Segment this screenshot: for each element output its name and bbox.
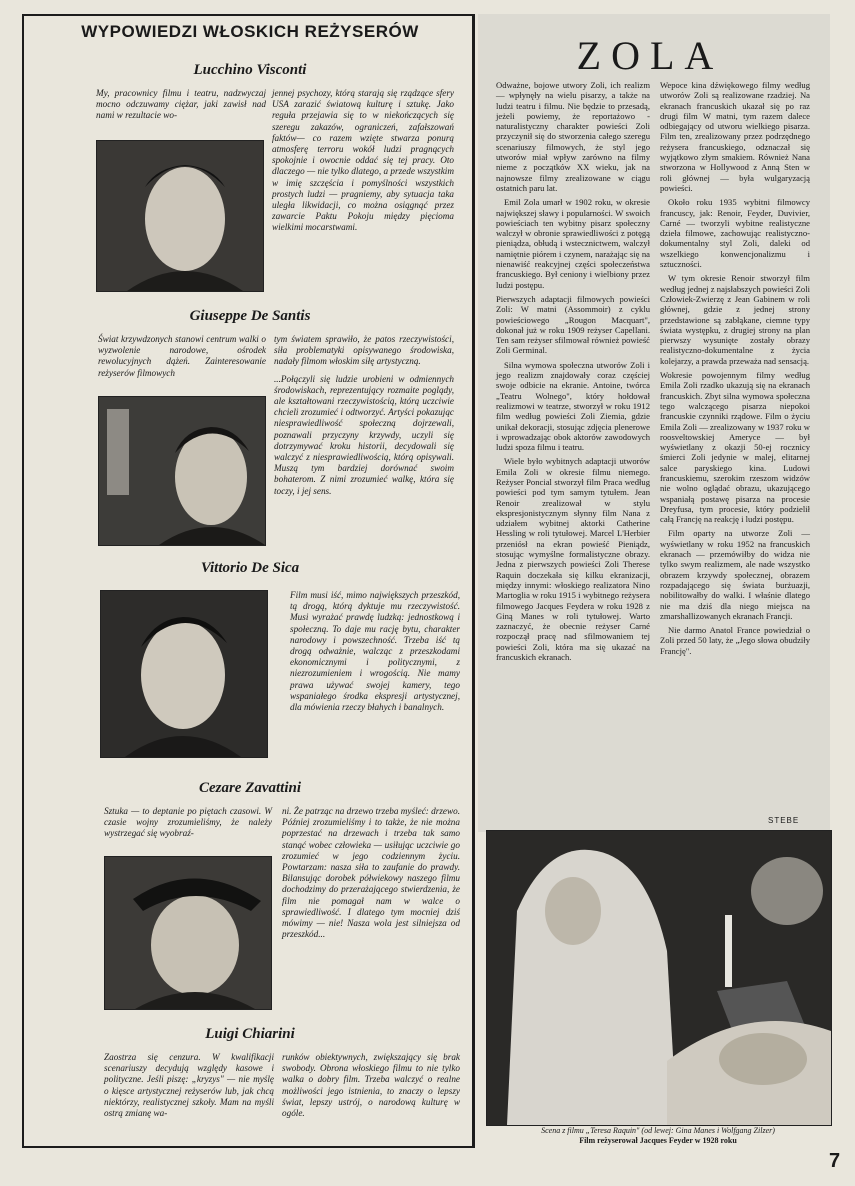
portrait-de-santis bbox=[98, 396, 266, 546]
portrait-de-sica-image bbox=[101, 591, 267, 757]
section-text-zavattini-col2: ni. Że patrząc na drzewo trzeba myśleć: drzewo. Później zrozumieliśmy i to także, że nie można poprzestać na drzewach i trzeba tak samo stanąć wobec człowieka — usiłując uczciwie go zrozumieć w jego codziennym życiu. Powtarzam: nasza siła to zaufanie do prawdy. Bilansując dorobek półwiekowy naszego filmu dochodzimy do przerażającego stwierdzenia, że film nie pomagał nam w walce o sprawiedliwość. I dlatego tym mocniej dziś mówimy — nie! Nasza wola jest silniejsza od przeszkód... bbox=[282, 806, 460, 940]
caption-line-1: Scena z filmu „Teresa Raquin" (od lewej: Gina Manes i Wolfgang Zilzer) bbox=[541, 1126, 775, 1135]
zola-col2-p4: Wokresie powojennym filmy według Emila Zoli rzadko ukazują się na ekranach francuskich. Zbyt silna wymowa społeczna tego walczącego pisarza niepokoi francuskie czynniki rządowe. Film o życiu Emila Zoli — zrealizowany w 1937 roku w roosveltowskiej Ameryce — był wyświetlany z okazji 50-ej rocznicy śmierci Zoli jedynie w malej, elitarnej salce paryskiego kina. Ludowi francuskiemu, szerokim rzeszom widzów nie wolno oglądać obrazu, ukazującego wspaniałą postawę pisarza na procesie Dreyfusa, tym procesie, który podzielił całą Francję na reakcję i ludzi postępu. bbox=[660, 370, 810, 525]
section-text-zavattini-col1: Sztuka — to deptanie po piętach czasowi. W czasie wojny zrozumieliśmy, że należy wystrzegać się wyobraź- bbox=[104, 806, 272, 839]
zola-col2-p2: Około roku 1935 wybitni filmowcy francuscy, jak: Renoir, Feyder, Duvivier, Carné — tworzyli wybitne realistyczne dzieła filmowe, zachowując realistyczno-dokumentalny styl Zoli, daleki od wszelkiego konwencjonalizmu i sztuczności. bbox=[660, 197, 810, 270]
portrait-zavattini bbox=[104, 856, 272, 1010]
film-still-caption bbox=[486, 1126, 830, 1146]
zola-col2-p3: W tym okresie Renoir stworzył film według jednej z najsłabszych powieści Zoli Człowiek-Zwierzę z Jean Gabinem w roli głównej, gdzie z jednej strony przedstawione są zabłąkane, ciemne typy świata występku, z drugiej strony na plan pierwszy wysunięte zostały obrazy realistyczno-dokumentalne z życia kolejarzy, a prawda przeważa nad sensacją. bbox=[660, 273, 810, 366]
section-text-de-sica: Film musi iść, mimo największych przeszkód, tą drogą, którą dyktuje mu rzeczywistość. Musi wyrażać prawdę ludzką: jednostkową i społeczną. To daje mu rację bytu, charakter narodowy i powszechność. Trzeba iść tą drogą odważnie, walcząc z przeszkodami ekonomicznymi i politycznymi, z niezrozumieniem i wrogością. Nie mamy prawa używać swojej kamery, tego wspaniałego środka ekspresji artystycznej, dla mówienia rzeczy błahych i banalnych. bbox=[290, 590, 460, 713]
section-text-de-santis-col2: tym światem sprawiło, że patos rzeczywistości, siła problematyki opisywanego środowiska, nadały filmom włoskim siłę artystyczną. ...Połączyli się ludzie urobieni w odmiennych środowiskach, reprezentujący rozmaite poglądy, ale kształtowani rzeczywistością, którą uczciwie chcieli zrozumieć i odtworzyć. Artyści pokazując niesprawiedliwość społeczną dojrzewali, poznawali przyczyny krzywdy, uczyli się dotrzymywać kroku historii, decydowali się walczyć z niesprawiedliwością, którą opisywali. Muszą tym bardziej dorównać swoim bohaterom. Z nimi zrozumieć walkę, która się toczy, i jej sens. bbox=[274, 334, 454, 496]
caption-line-2: Film reżyserował Jacques Feyder w 1928 roku bbox=[579, 1136, 737, 1145]
section-text-visconti-col1: My, pracownicy filmu i teatru, nadzwyczaj mocno odczuwamy ciężar, jaki zawisł nad nami w rezultacie wo- bbox=[96, 88, 266, 121]
section-heading-de-sica: Vittorio De Sica bbox=[200, 560, 300, 576]
zola-col2-p6: Nie darmo Anatol France powiedział o Zoli przed 50 laty, że „Jego słowa obudziły Francję". bbox=[660, 625, 810, 656]
section-heading-zavattini: Cezare Zavattini bbox=[198, 780, 302, 796]
zola-signature: STEBE bbox=[768, 816, 800, 825]
section-heading-visconti: Lucchino Visconti bbox=[193, 62, 307, 78]
zola-title: ZOLA bbox=[576, 33, 724, 78]
page-number: 7 bbox=[829, 1150, 841, 1172]
film-still-image bbox=[487, 831, 831, 1125]
portrait-visconti-image bbox=[97, 141, 263, 291]
section-text-de-santis-col1: Świat krzywdzonych stanowi centrum walki o wyzwolenie narodowe, ośrodek rewolucyjnych dążeń. Zainteresowanie reżyserów filmowych bbox=[98, 334, 266, 378]
section-heading-chiarini: Luigi Chiarini bbox=[205, 1026, 295, 1042]
zola-col1-p3: Pierwszych adaptacji filmowych powieści Zoli: W matni (Assommoir) z cyklu powieściowego „Rougon Macquart", dokonał już w roku 1909 reżyser Capellani. Ten sam reżyser sfilmował również powieść Zoli Germinal. bbox=[496, 293, 650, 356]
portrait-de-santis-image bbox=[99, 397, 265, 545]
zola-col1-p5: Wiele było wybitnych adaptacji utworów Emila Zoli w okresie filmu niemego. Reżyser Poncial stworzył film Praca według powieści pod tym samym tytułem. Jean Renoir zrealizował w stylu ekspresjonistycznym słynny film Nana z udziałem wybitnej aktorki Catherine Hessling w roli tytułowej. Marcel L'Herbier przeniósł na ekran powieść Pieniądz, stosując wymyślne formalistyczne obrazy. Jedna z pierwszych powieści Zoli Therese Raquin doczekała się kilku ekranizacji, między innymi: włoskiego realizatora Nino Martoglia w roku 1915 i wybitnego reżysera filmowego Jacques Feydera w roku 1928 z Giną Manes w roli tytułowej. Warto zaznaczyć, że obecnie reżyser Carné rozpoczął pracę nad sfilmowaniem tej powieści Zoli, która ma się ukazać na francuskich ekranach. bbox=[496, 456, 650, 663]
zola-col2-p5: Film oparty na utworze Zoli — wyświetlany w roku 1952 na francuskich ekranach — przemówiłby do widza nie tylko swym realizmem, ale nade wszystko obrazem krzywdy społecznej, obrazem rozpadającego się świata burżuazji, nobilitowałby do walki. I właśnie dlatego nie ma dziś dla niego miejsca na zmarshallizowanych ekranach Francji. bbox=[660, 528, 810, 621]
page-title: WYPOWIEDZI WŁOSKICH REŻYSERÓW bbox=[81, 22, 419, 41]
film-still-teresa-raquin bbox=[486, 830, 832, 1126]
section-heading-de-santis: Giuseppe De Santis bbox=[189, 308, 311, 324]
zola-col1-p2: Emil Zola umarł w 1902 roku, w okresie największej sławy i popularności. W swoich powieściach ten wybitny pisarz społeczny walczył w obronie sprawiedliwości z potęgą pieniądza, obłudą i wstecznictwem, walczył namiętnie piórem i czynem, narażając się na nienawiść reakcyjnej części społeczeństwa francuskiego. Był ceniony i wielbiony przez ludzi postępu. bbox=[496, 197, 650, 290]
zola-text-col1 bbox=[496, 80, 650, 662]
section-text-chiarini-col1: Zaostrza się cenzura. W kwalifikacji scenariuszy decydują względy kasowe i polityczne. Jeśli piszę: „kryzys" — nie myślę o kięsce artystycznej reżyserów lub, jak chcą niektórzy, realistycznej szkoły. Mam na myśli ostrą zmianę wa- bbox=[104, 1052, 274, 1119]
portrait-visconti bbox=[96, 140, 264, 292]
section-text-visconti-col2: jennej psychozy, którą starają się rządzące sfery USA zarazić światową kulturę i sztukę. Jako reguła przejawia się to w niekończących się szeregu zakazów, ograniczeń, zafałszowań faktów— co razem wzięte stwarza ponurą atmosferę terroru wokół ludzi pragnących spokojnie i owocnie oddać się tej pracy. Oto dlaczego — nie tylko dlatego, a przede wszystkim w imię szczęścia i pomyślności wszystkich prostych ludzi — pragniemy, aby sytuacja taka uległa likwidacji, co można osiągnąć przez zawarcie Paktu Pokoju między pięcioma wielkimi mocarstwami. bbox=[272, 88, 454, 233]
portrait-de-sica bbox=[100, 590, 268, 758]
zola-text-col2 bbox=[660, 80, 810, 656]
zola-col2-p1: Wepoce kina dźwiękowego filmy według utworów Zoli są realizowane rzadziej. Na ekranach francuskich ukazał się po raz drugi film W matni, tym razem dalece odbiegający od utworu wielkiego pisarza. Film ten, zrealizowany przez podrzędnego reżysera francuskiego, odznaczał się wyjątkowo złym smakiem. Również Nana stworzona w Hollywood z Anną Sten w roli głównej — była wulgaryzacją powieści. bbox=[660, 80, 810, 193]
zola-col1-p4: Silna wymowa społeczna utworów Zoli i jego realizm znajdowały coraz częściej swoje odbicie na ekranie. Antoine, twórca „Teatru Wolnego", który hołdował realizmowi w teatrze, stworzył w roku 1912 film według powieści Zoli Ziemia, gdzie unikał dekoracji, stosując zdjęcia plenerowe i wprowadzając obok aktorów zawodowych ludzi spoza filmu i teatru. bbox=[496, 359, 650, 453]
zola-col1-p1: Odważne, bojowe utwory Zoli, ich realizm — wpłynęły na wielu pisarzy, a także na ludzi teatru i filmu. Nie będzie to przesadą, jeżeli powiemy, że reportażowo - naturalistyczny charakter powieści Zoli przyczynił się do stworzenia całego szeregu scenariuszy filmowych, że styl jego utworów miał wpływ zarówno na filmy nieme z początków XX wieku, jak na najnowsze filmy zrealizowane w ciągu ostatnich paru lat. bbox=[496, 80, 650, 193]
section-text-chiarini-col2: runków obiektywnych, zwiększający się brak swobody. Obrona włoskiego filmu to nie tylko walka o dobry film. Trzeba walczyć o realne możliwości jego istnienia, to znaczy o lepszy świat, lepszy ustrój, o narodową kulturę w ogóle. bbox=[282, 1052, 460, 1119]
portrait-zavattini-image bbox=[105, 857, 271, 1009]
